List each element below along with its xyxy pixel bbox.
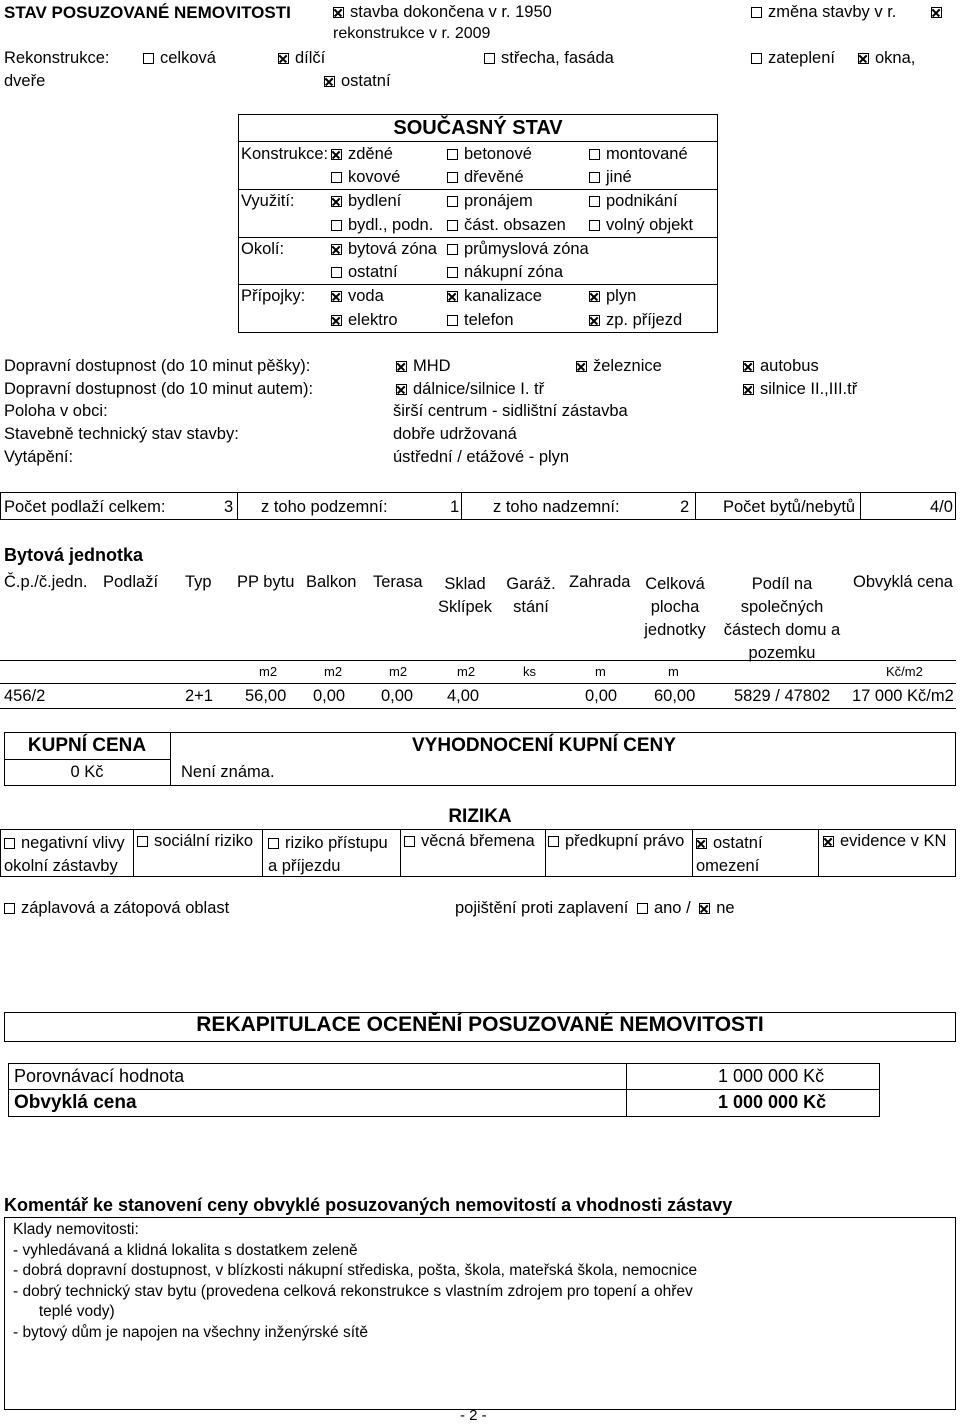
reconstruction-year: rekonstrukce v r. 2009 bbox=[333, 25, 491, 42]
checkbox-checked-icon bbox=[331, 315, 342, 326]
val-type: 2+1 bbox=[185, 687, 213, 705]
floors-total-label: Počet podlaží celkem: bbox=[4, 498, 166, 516]
checkbox-empty-icon bbox=[4, 903, 15, 914]
checkbox-empty-icon bbox=[589, 172, 600, 183]
state-option: betonové bbox=[447, 145, 532, 164]
val-area: 60,00 bbox=[654, 687, 696, 705]
checkbox-checked-icon bbox=[699, 903, 710, 914]
unit-storage: m2 bbox=[457, 664, 476, 679]
comment-line: - dobrý technický stav bytu (provedena celková rekonstrukce s vlastním zdrojem pro topení a ohřev bbox=[13, 1282, 693, 1300]
risk-item: riziko přístupu a příjezdu bbox=[268, 834, 388, 875]
checkbox-empty-icon bbox=[751, 53, 762, 64]
val-price: 17 000 Kč/m2 bbox=[852, 687, 954, 705]
unit-garden: m bbox=[595, 664, 606, 679]
purchase-value: 0 Kč bbox=[70, 763, 104, 781]
evaluation-title: VYHODNOCENÍ KUPNÍ CENY bbox=[412, 735, 676, 756]
checkbox-empty-icon bbox=[331, 220, 342, 231]
connections-label: Přípojky: bbox=[241, 287, 306, 305]
checkbox-empty-icon bbox=[137, 836, 148, 847]
th-cp: Č.p./č.jedn. bbox=[4, 573, 88, 591]
val-pp: 56,00 bbox=[245, 687, 287, 705]
walk-label: Dopravní dostupnost (do 10 minut pěšky): bbox=[4, 357, 311, 375]
comment-line: - vyhledávaná a klidná lokalita s dostatkem zeleně bbox=[13, 1241, 358, 1259]
state-option: zděné bbox=[331, 145, 393, 164]
val-share: 5829 / 47802 bbox=[734, 687, 831, 705]
th-storage: Sklad Sklípek bbox=[437, 575, 493, 616]
checkbox-checked-icon bbox=[396, 384, 407, 395]
checkbox-checked-icon bbox=[331, 291, 342, 302]
risk-item: předkupní právo bbox=[548, 832, 684, 851]
th-total-area: Celková plocha jednotky bbox=[644, 575, 706, 639]
unit-price: Kč/m2 bbox=[886, 664, 923, 679]
area-label: Okolí: bbox=[241, 240, 285, 258]
th-garden: Zahrada bbox=[569, 573, 631, 591]
checkbox-empty-icon bbox=[637, 903, 648, 914]
checkbox-empty-icon bbox=[589, 149, 600, 160]
unit-garage: ks bbox=[523, 664, 536, 679]
state-option: bydlení bbox=[331, 192, 401, 211]
th-balcony: Balkon bbox=[306, 573, 357, 591]
floors-under: 1 bbox=[450, 498, 460, 516]
state-option: bytová zóna bbox=[331, 240, 437, 259]
state-option: volný objekt bbox=[589, 216, 693, 235]
unit-terrace: m2 bbox=[389, 664, 408, 679]
checkbox-checked-icon bbox=[278, 53, 289, 64]
rec-option: celková bbox=[143, 49, 216, 68]
checkbox-empty-icon bbox=[447, 172, 458, 183]
val-terrace: 0,00 bbox=[381, 687, 414, 705]
flood-item: záplavová a zátopová oblast bbox=[4, 899, 229, 918]
val-cp: 456/2 bbox=[4, 687, 46, 705]
comment-line: - dobrá dopravní dostupnost, v blízkosti nákupní střediska, pošta, škola, mateřská škola, nemocnice bbox=[13, 1262, 698, 1279]
car-highway: dálnice/silnice I. tř bbox=[396, 380, 544, 399]
unit-area: m bbox=[668, 664, 679, 679]
checkbox-checked-icon bbox=[447, 291, 458, 302]
purchase-note: Není známa. bbox=[181, 763, 275, 781]
checkbox-empty-icon bbox=[447, 196, 458, 207]
tech-label: Stavebně technický stav stavby: bbox=[4, 425, 239, 443]
walk-mhd: MHD bbox=[396, 357, 451, 376]
state-option: kanalizace bbox=[447, 287, 542, 306]
unit-pp: m2 bbox=[259, 664, 278, 679]
rec-option: zateplení bbox=[751, 49, 835, 68]
checkbox-checked-icon bbox=[696, 838, 707, 849]
recap-title: REKAPITULACE OCENĚNÍ POSUZOVANÉ NEMOVITOSTI bbox=[196, 1013, 764, 1036]
walk-rail: železnice bbox=[576, 357, 662, 376]
checkbox-empty-icon bbox=[4, 838, 15, 849]
purchase-title: KUPNÍ CENA bbox=[27, 735, 147, 756]
heating-label: Vytápění: bbox=[4, 448, 74, 466]
checkbox-checked-icon bbox=[589, 291, 600, 302]
rec-option: střecha, fasáda bbox=[484, 49, 614, 68]
car-label: Dopravní dostupnost (do 10 minut autem): bbox=[4, 380, 314, 398]
comment-title: Komentář ke stanovení ceny obvyklé posuzovaných nemovitostí a vhodnosti zástavy bbox=[4, 1195, 733, 1215]
usual-value: 1 000 000 Kč bbox=[718, 1092, 827, 1112]
state-option: nákupní zóna bbox=[447, 263, 563, 282]
rec-other: ostatní bbox=[324, 72, 391, 91]
checkbox-empty-icon bbox=[331, 267, 342, 278]
checkbox-empty-icon bbox=[447, 267, 458, 278]
checkbox-checked-icon bbox=[858, 53, 869, 64]
usage-label: Využití: bbox=[241, 192, 295, 210]
checkbox-checked-icon bbox=[743, 361, 754, 372]
checkbox-checked-icon bbox=[743, 384, 754, 395]
rec-doors: dveře bbox=[4, 72, 46, 90]
state-option: plyn bbox=[589, 287, 636, 306]
comment-line: teplé vody) bbox=[13, 1303, 115, 1320]
state-option: pronájem bbox=[447, 192, 533, 211]
checkbox-empty-icon bbox=[447, 220, 458, 231]
checkbox-empty-icon bbox=[404, 836, 415, 847]
checkbox-empty-icon bbox=[589, 196, 600, 207]
risks-title: RIZIKA bbox=[448, 806, 512, 827]
location-label: Poloha v obci: bbox=[4, 402, 108, 420]
page-number: - 2 - bbox=[460, 1407, 487, 1424]
checkbox-checked-icon bbox=[331, 244, 342, 255]
checkbox-empty-icon bbox=[143, 53, 154, 64]
checkbox-checked-icon bbox=[331, 149, 342, 160]
units-value: 4/0 bbox=[930, 498, 953, 516]
checkbox-checked-icon bbox=[331, 196, 342, 207]
walk-bus: autobus bbox=[743, 357, 819, 376]
tech-value: dobře udržovaná bbox=[393, 425, 517, 443]
checkbox-checked-icon bbox=[396, 361, 407, 372]
state-option: bydl., podn. bbox=[331, 216, 433, 235]
checkbox-checked-icon bbox=[324, 76, 335, 87]
floors-under-label: z toho podzemní: bbox=[261, 498, 388, 516]
state-option: elektro bbox=[331, 311, 398, 330]
section-title: STAV POSUZOVANÉ NEMOVITOSTI bbox=[4, 3, 291, 22]
usual-label: Obvyklá cena bbox=[14, 1092, 137, 1113]
unit-heading: Bytová jednotka bbox=[4, 545, 144, 565]
checkbox-checked-icon bbox=[931, 7, 942, 18]
checkbox-checked-icon bbox=[589, 315, 600, 326]
checkbox-empty-icon bbox=[447, 149, 458, 160]
unit-balcony: m2 bbox=[324, 664, 343, 679]
location-value: širší centrum - sidlištní zástavba bbox=[393, 402, 628, 420]
state-option: montované bbox=[589, 145, 688, 164]
checkbox-empty-icon bbox=[331, 172, 342, 183]
th-garage: Garáž. stání bbox=[506, 575, 556, 616]
floors-above: 2 bbox=[680, 498, 690, 516]
state-option: kovové bbox=[331, 168, 400, 187]
th-type: Typ bbox=[185, 573, 212, 591]
current-state-title: SOUČASNÝ STAV bbox=[393, 117, 563, 139]
checkbox-empty-icon bbox=[548, 836, 559, 847]
comparative-label: Porovnávací hodnota bbox=[14, 1066, 185, 1086]
state-option: ostatní bbox=[331, 263, 398, 282]
checkbox-empty-icon bbox=[447, 244, 458, 255]
th-floor: Podlaží bbox=[103, 573, 159, 591]
state-option: podnikání bbox=[589, 192, 678, 211]
floors-above-label: z toho nadzemní: bbox=[493, 498, 620, 516]
completed-check: stavba dokončena v r. 1950 bbox=[333, 3, 552, 22]
state-option: voda bbox=[331, 287, 384, 306]
reconstruction-label: Rekonstrukce: bbox=[4, 49, 110, 67]
comment-line: Klady nemovitosti: bbox=[13, 1221, 139, 1238]
checkbox-empty-icon bbox=[589, 220, 600, 231]
comparative-value: 1 000 000 Kč bbox=[718, 1066, 825, 1086]
checkbox-empty-icon bbox=[751, 7, 762, 18]
heating-value: ústřední / etážové - plyn bbox=[393, 448, 570, 466]
state-option: jiné bbox=[589, 168, 632, 187]
checkbox-empty-icon bbox=[484, 53, 495, 64]
risk-item: ostatní omezení bbox=[696, 834, 763, 875]
state-option: telefon bbox=[447, 311, 514, 330]
change-check-x bbox=[931, 3, 948, 22]
state-option: část. obsazen bbox=[447, 216, 566, 235]
rec-option: dílčí bbox=[278, 49, 325, 68]
state-option: zp. příjezd bbox=[589, 311, 682, 330]
risk-item: negativní vlivy okolní zástavby bbox=[4, 834, 125, 875]
insurance-label: pojištění proti zaplavení ano / ne bbox=[455, 899, 735, 917]
th-price: Obvyklá cena bbox=[853, 573, 953, 591]
val-garden: 0,00 bbox=[585, 687, 618, 705]
val-balcony: 0,00 bbox=[313, 687, 346, 705]
th-share: Podíl na společných částech domu a pozemku bbox=[723, 575, 841, 662]
checkbox-empty-icon bbox=[268, 838, 279, 849]
state-option: průmyslová zóna bbox=[447, 240, 589, 259]
car-road: silnice II.,III.tř bbox=[743, 380, 857, 399]
units-label: Počet bytů/nebytů bbox=[723, 498, 856, 516]
state-option: dřevěné bbox=[447, 168, 524, 187]
th-pp: PP bytu bbox=[237, 573, 295, 591]
checkbox-checked-icon bbox=[333, 7, 344, 18]
checkbox-empty-icon bbox=[447, 315, 458, 326]
val-storage: 4,00 bbox=[447, 687, 480, 705]
checkbox-checked-icon bbox=[823, 836, 834, 847]
risk-item: sociální riziko bbox=[137, 832, 253, 851]
comment-line: - bytový dům je napojen na všechny inženýrské sítě bbox=[13, 1323, 368, 1341]
rec-option: okna, bbox=[858, 49, 915, 68]
comment-lines bbox=[13, 1220, 697, 1343]
checkbox-checked-icon bbox=[576, 361, 587, 372]
change-check: změna stavby v r. bbox=[751, 3, 896, 22]
th-terrace: Terasa bbox=[373, 573, 423, 591]
floors-total: 3 bbox=[224, 498, 234, 516]
risk-item: věcná břemena bbox=[404, 832, 535, 851]
risk-item: evidence v KN bbox=[823, 832, 946, 851]
construction-label: Konstrukce: bbox=[241, 145, 329, 163]
